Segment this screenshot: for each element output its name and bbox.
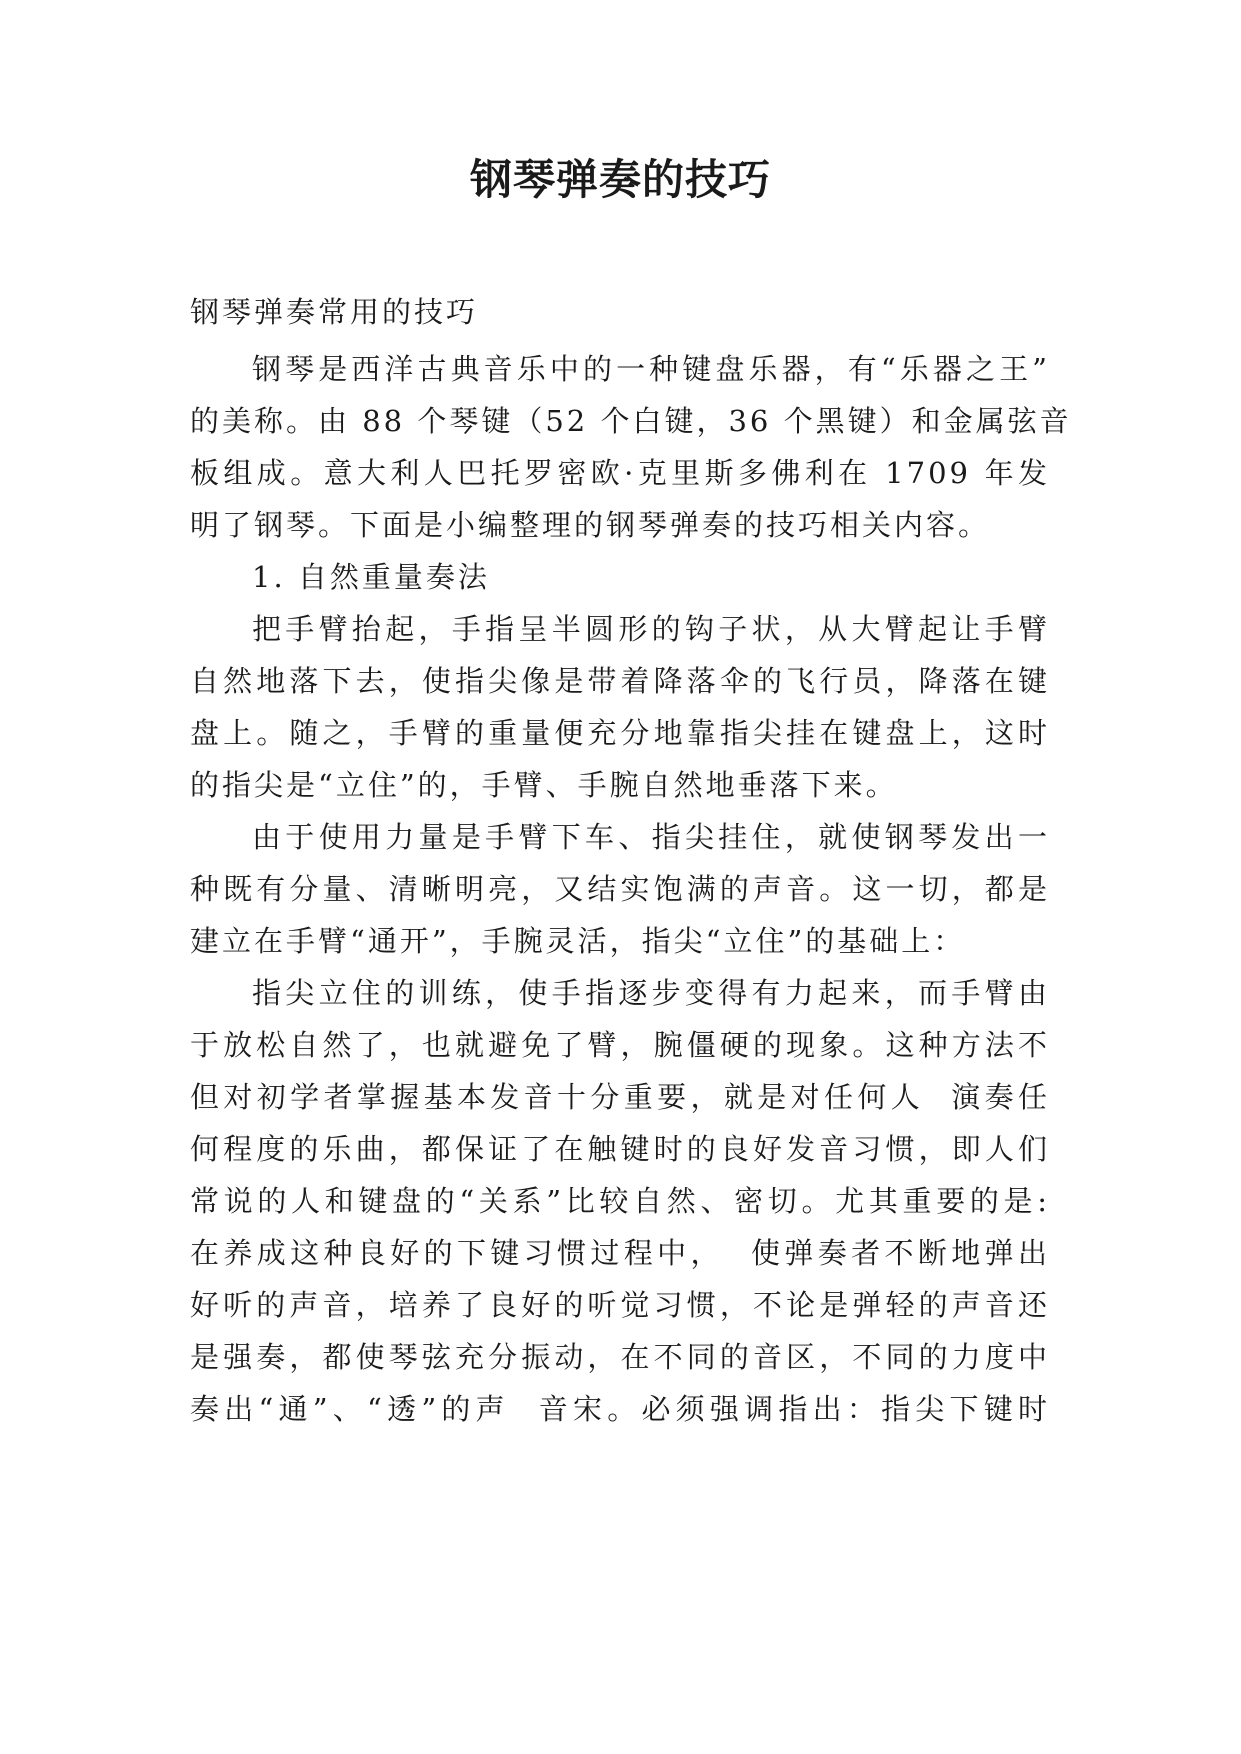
paragraph-line: 好听的声音，培养了良好的听觉习惯，不论是弹轻的声音还: [190, 1288, 1050, 1322]
paragraph-line: 但对初学者掌握基本发音十分重要，就是对任何人 演奏任: [190, 1080, 1050, 1114]
paragraph-line: 把手臂抬起，手指呈半圆形的钩子状，从大臂起让手臂: [252, 612, 1050, 646]
paragraph-line: 的美称。由 88 个琴键（52 个白键，36 个黑键）和金属弦音: [190, 404, 1072, 438]
paragraph-line: 指尖立住的训练，使手指逐步变得有力起来，而手臂由: [252, 976, 1050, 1010]
paragraph-line: 明了钢琴。下面是小编整理的钢琴弹奏的技巧相关内容。: [190, 508, 991, 542]
paragraph-line: 何程度的乐曲，都保证了在触键时的良好发音习惯，即人们: [190, 1132, 1050, 1166]
paragraph-line: 由于使用力量是手臂下车、指尖挂住，就使钢琴发出一: [252, 820, 1050, 854]
paragraph-line: 自然地落下去，使指尖像是带着降落伞的飞行员，降落在键: [190, 664, 1050, 698]
paragraph-line: 的指尖是“立住”的，手臂、手腕自然地垂落下来。: [190, 768, 898, 802]
paragraph-line: 在养成这种良好的下键习惯过程中， 使弹奏者不断地弹出: [190, 1236, 1050, 1270]
paragraph-line: 钢琴是西洋古典音乐中的一种键盘乐器，有“乐器之王”: [252, 352, 1050, 386]
paragraph-line: 奏出“通”、“透”的声 音宋。必须强调指出：指尖下键时: [190, 1392, 1050, 1426]
paragraph-line: 板组成。意大利人巴托罗密欧·克里斯多佛利在 1709 年发: [190, 456, 1050, 490]
paragraph-line: 是强奏，都使琴弦充分振动，在不同的音区，不同的力度中: [190, 1340, 1050, 1374]
document-body: [190, 286, 1072, 1435]
subsection-heading: 1. 自然重量奏法: [252, 560, 490, 594]
paragraph-line: 于放松自然了，也就避免了臂，腕僵硬的现象。这种方法不: [190, 1028, 1050, 1062]
paragraph-line: 盘上。随之，手臂的重量便充分地靠指尖挂在键盘上，这时: [190, 716, 1050, 750]
document-title: 钢琴弹奏的技巧: [469, 155, 771, 204]
section-heading: 钢琴弹奏常用的技巧: [190, 295, 479, 329]
paragraph-line: 种既有分量、清晰明亮，又结实饱满的声音。这一切，都是: [190, 872, 1050, 906]
paragraph-line: 常说的人和键盘的“关系”比较自然、密切。尤其重要的是:: [190, 1184, 1050, 1218]
paragraph-line: 建立在手臂“通开”，手腕灵活，指尖“立住”的基础上：: [190, 924, 966, 958]
